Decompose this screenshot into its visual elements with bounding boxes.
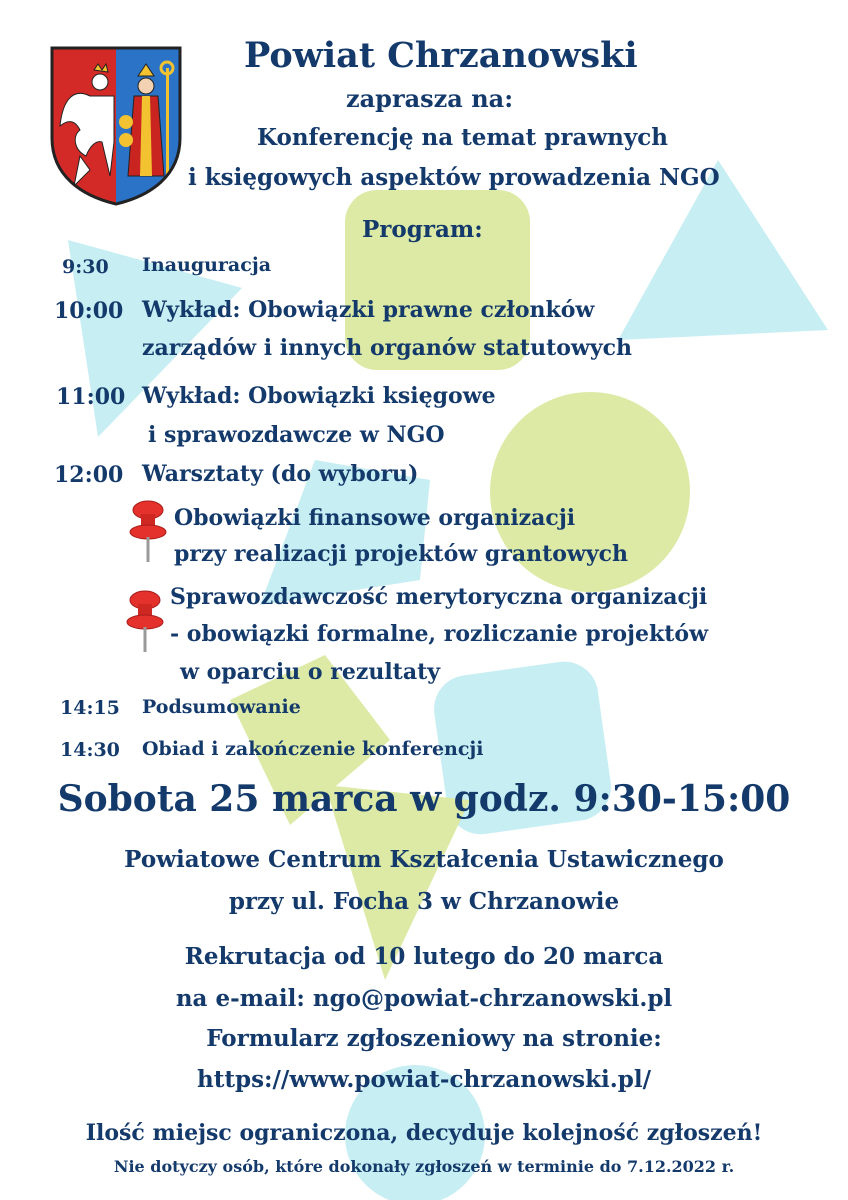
program-time: 9:30 [62,256,109,278]
page-title: Powiat Chrzanowski [244,35,638,76]
coat-of-arms-icon [50,46,182,206]
workshop-item: Sprawozdawczość merytoryczna organizacji [170,584,708,610]
event-date: Sobota 25 marca w godz. 9:30-15:00 [57,778,791,820]
workshop-item: w oparciu o rezultaty [180,659,441,685]
workshop-item: - obowiązki formalne, rozliczanie projektów [170,621,709,647]
workshop-item: przy realizacji projektów grantowych [174,541,629,567]
program-time: 14:15 [60,697,120,719]
program-time: 12:00 [54,462,124,488]
program-item: Obiad i zakończenie konferencji [142,738,484,760]
recruitment-dates: Rekrutacja od 10 lutego do 20 marca [184,943,664,970]
program-item: Warsztaty (do wyboru) [142,461,419,487]
program-heading: Program: [362,216,483,243]
program-item: Inauguracja [142,254,272,276]
subtitle-line-1: Konferencję na temat prawnych [257,124,668,151]
invite-line: zaprasza na: [346,84,514,113]
program-time: 10:00 [54,298,124,324]
limited-seats-note: Ilość miejsc ograniczona, decyduje kolejność zgłoszeń! [85,1120,763,1146]
program-item: i sprawozdawcze w NGO [148,422,445,448]
pushpin-icon [128,500,168,564]
subtitle-line-2: i księgowych aspektów prowadzenia NGO [188,164,720,191]
program-time: 14:30 [60,739,120,761]
recruitment-email[interactable]: na e-mail: ngo@powiat-chrzanowski.pl [175,985,673,1012]
website-link[interactable]: https://www.powiat-chrzanowski.pl/ [197,1066,651,1093]
pushpin-icon [125,590,165,654]
program-time: 11:00 [56,384,126,410]
exception-note: Nie dotyczy osób, które dokonały zgłoszeń w terminie do 7.12.2022 r. [113,1157,735,1176]
form-info: Formularz zgłoszeniowy na stronie: [206,1025,662,1052]
venue-line-1: Powiatowe Centrum Kształcenia Ustawicznego [124,846,724,873]
program-item: zarządów i innych organów statutowych [142,335,633,361]
program-item: Wykład: Obowiązki prawne członków [142,297,595,323]
workshop-item: Obowiązki finansowe organizacji [174,505,576,531]
program-item: Podsumowanie [142,696,301,718]
program-item: Wykład: Obowiązki księgowe [142,383,496,409]
venue-line-2: przy ul. Focha 3 w Chrzanowie [228,888,620,915]
